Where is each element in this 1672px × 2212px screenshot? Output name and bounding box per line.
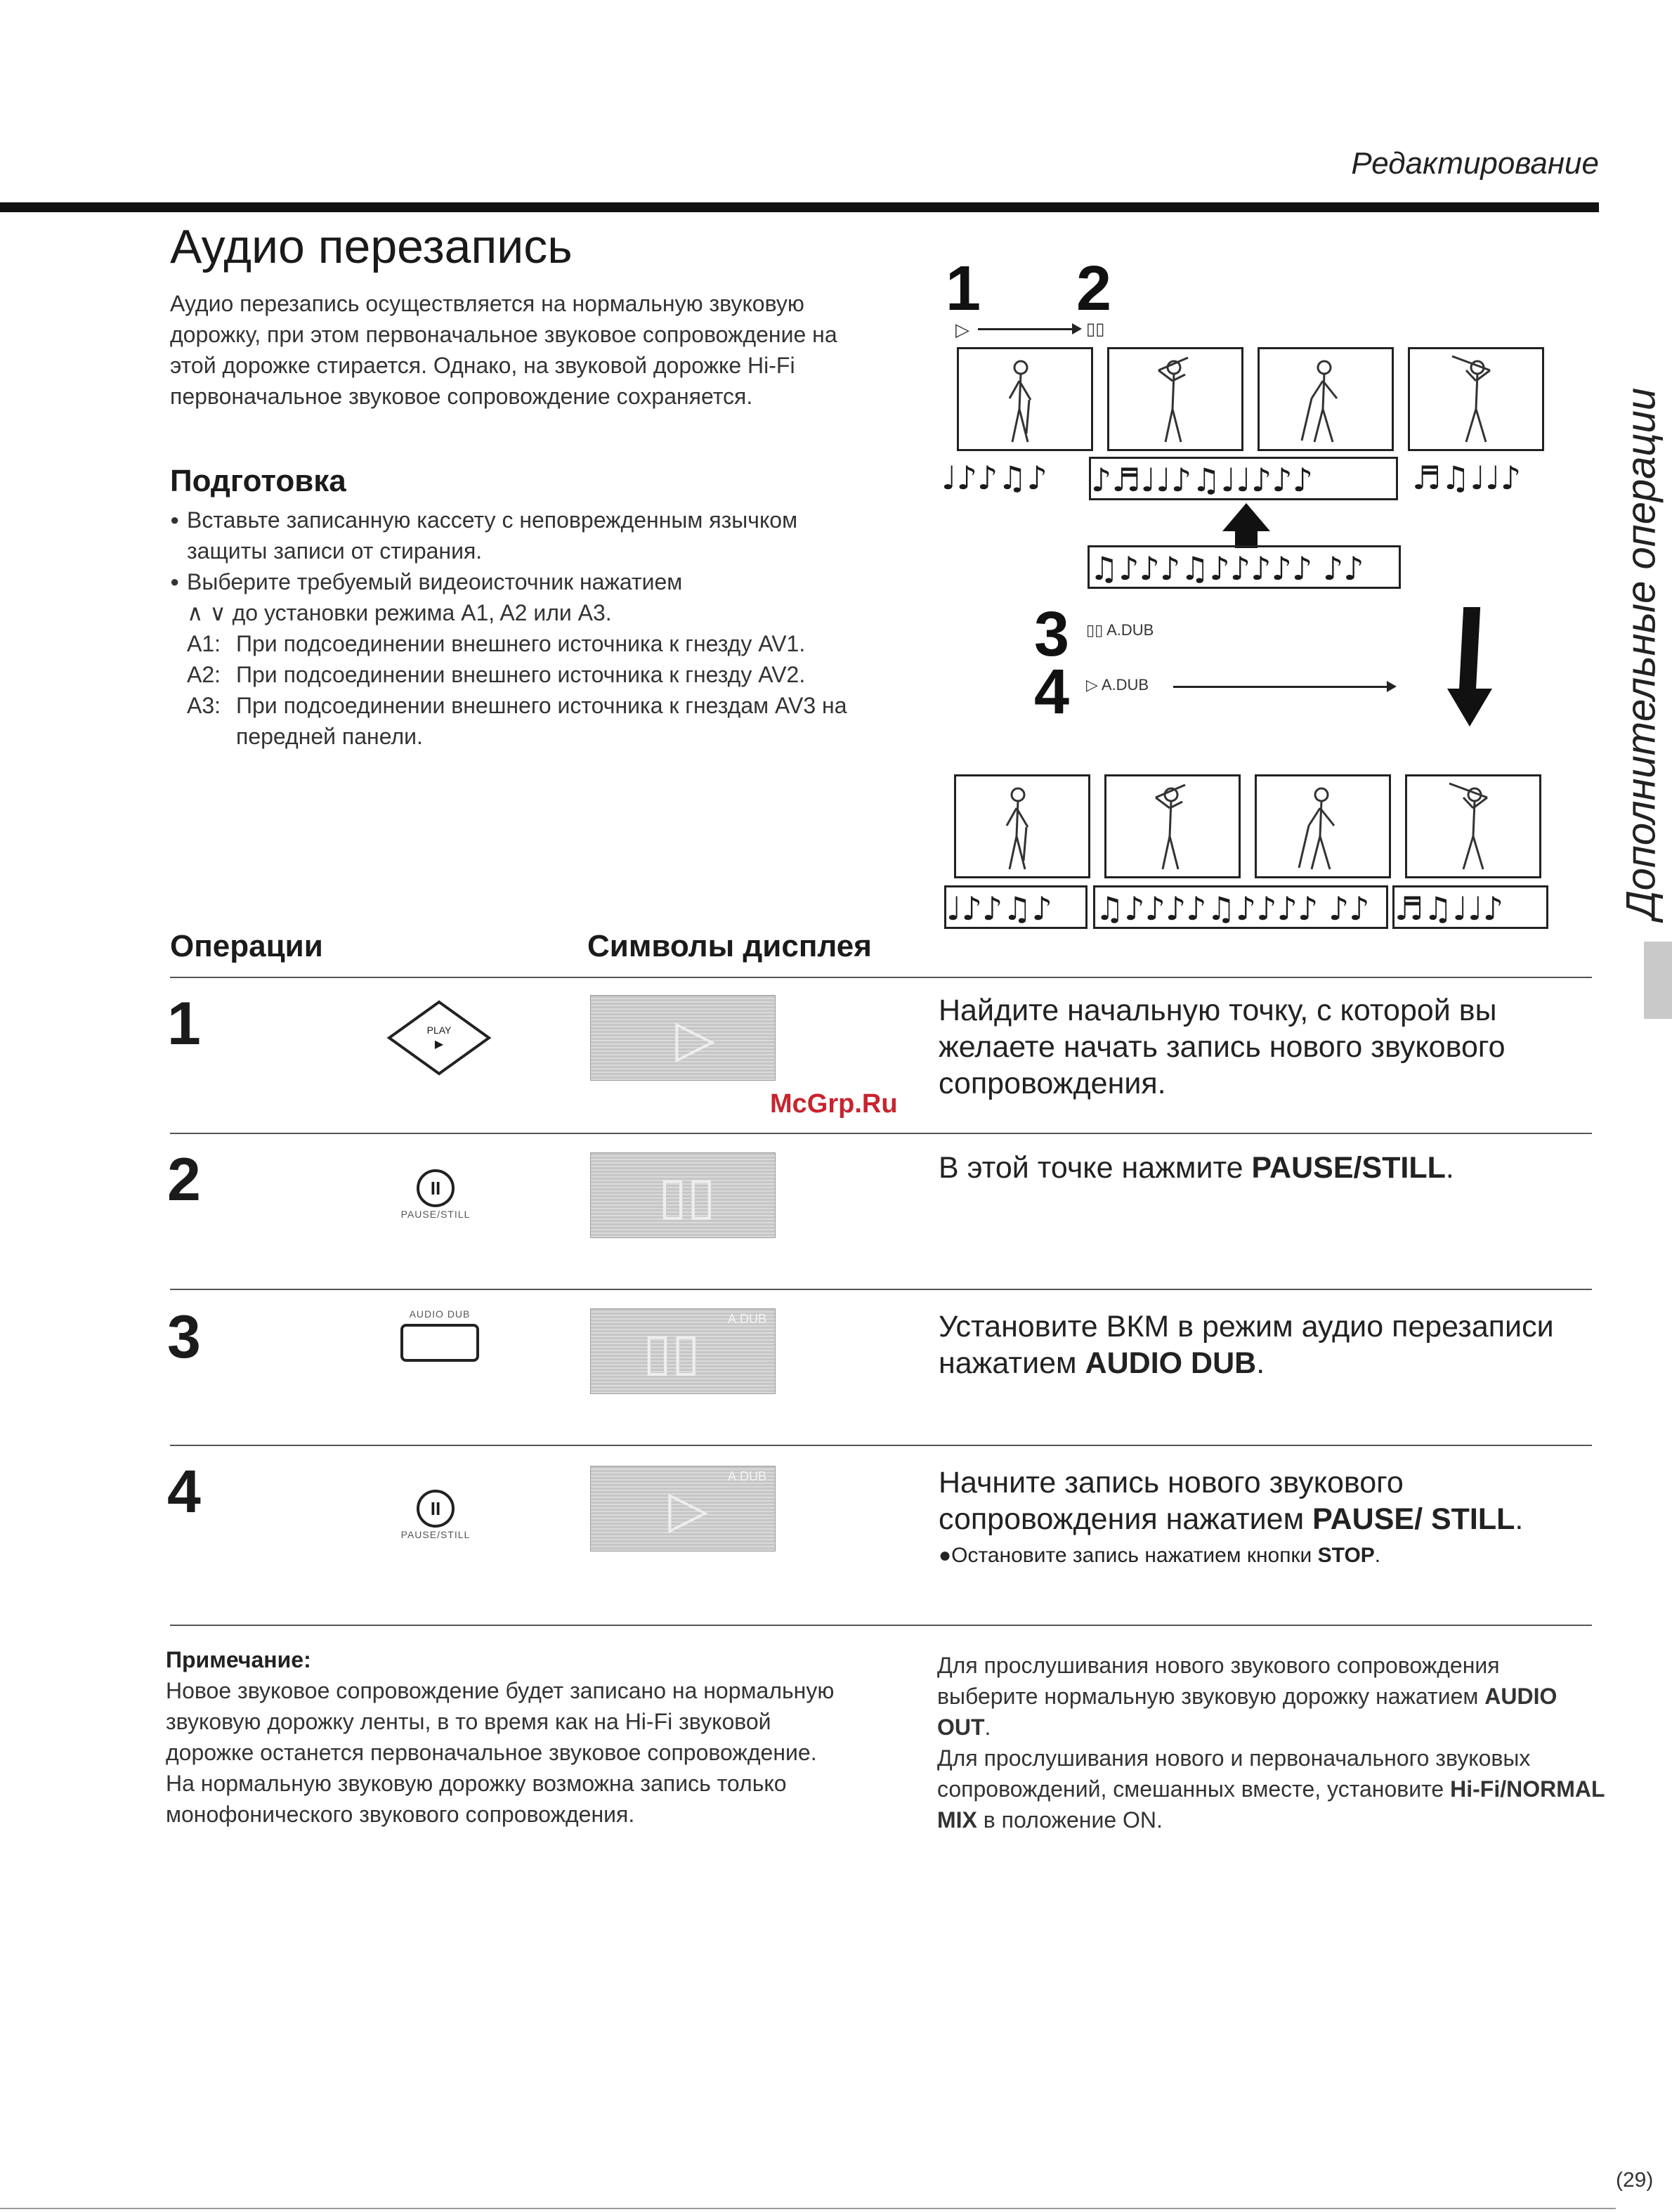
play-symbol-icon: ▷ xyxy=(955,319,969,340)
prep-a1-key: A1: xyxy=(187,631,221,656)
step-3-text-bold: AUDIO DUB xyxy=(1085,1346,1257,1380)
arrow-head-icon xyxy=(1072,323,1082,334)
adub-play-label: ▷ A.DUB xyxy=(1086,676,1149,694)
step-divider xyxy=(170,1289,1592,1290)
golfer-figure-icon xyxy=(1410,349,1542,449)
audio-dub-label: AUDIO DUB xyxy=(409,1308,471,1320)
golf-frame-7 xyxy=(1255,774,1391,878)
prep-list xyxy=(170,505,873,752)
prep-a3 xyxy=(170,690,873,752)
golfer-figure-icon xyxy=(959,349,1091,449)
operations-heading: Операции xyxy=(170,929,323,963)
step-4-text-post: . xyxy=(1515,1502,1524,1536)
prep-a3-key: A3: xyxy=(187,693,221,718)
result-audio-a: ♩♪♪♫♪ xyxy=(944,885,1088,929)
prep-heading: Подготовка xyxy=(170,464,346,498)
original-audio-c: ♬♫♩♩♪ xyxy=(1412,459,1522,497)
right-note-p1-pre: Для прослушивания нового звукового сопровождения выберите нормальную звуковую дорожку нажатием xyxy=(937,1653,1500,1709)
prep-bullet-1: ● Вставьте записанную кассету с неповрежденным язычком защиты записи от стирания. xyxy=(170,505,873,566)
up-arrow-icon xyxy=(1222,503,1270,531)
audio-dub-icon xyxy=(400,1324,479,1362)
diagram-step-3: 3 xyxy=(1034,599,1070,670)
step-4-note-bold: STOP xyxy=(1317,1544,1375,1567)
diagram-step-4: 4 xyxy=(1034,657,1070,727)
pause-still-label: PAUSE/STILL xyxy=(400,1529,471,1540)
page-title: Аудио перезапись xyxy=(170,220,573,273)
pause-still-button xyxy=(393,1169,478,1220)
audio-dub-button xyxy=(398,1308,482,1362)
display-step-1 xyxy=(590,995,776,1081)
display-play-glyph: ▷ xyxy=(668,1480,708,1538)
diagram-step-2: 2 xyxy=(1076,254,1112,324)
step-number: 4 xyxy=(167,1458,201,1525)
page-number: (29) xyxy=(1616,2168,1654,2192)
result-audio-c: ♬♫♩♩♪ xyxy=(1392,885,1548,929)
right-note-p2-post: в положение ON. xyxy=(977,1807,1163,1833)
pause-still-button-2 xyxy=(393,1490,478,1540)
step-4-note-post: . xyxy=(1374,1544,1381,1567)
result-audio-b: ♫♪♪♪♪♫♪♪♪♪ ♪♪ xyxy=(1093,885,1388,929)
step-4-main xyxy=(939,1464,1585,1537)
right-note-p2-bold: Hi-Fi/NORMAL MIX xyxy=(937,1776,1605,1833)
display-pause-glyph: ▯▯ xyxy=(658,1166,716,1225)
play-button xyxy=(386,999,492,1076)
right-note-p2 xyxy=(937,1743,1605,1835)
new-audio-strip: ♫♪♪♪♫♪♪♪♪♪ ♪♪ xyxy=(1088,545,1401,589)
step-4-text xyxy=(939,1464,1585,1570)
arrow-head-icon xyxy=(1387,681,1397,692)
golfer-figure-icon xyxy=(956,776,1088,876)
prep-a3-text: При подсоединении внешнего источника к гнездам AV3 на передней панели. xyxy=(236,693,847,749)
step-number: 2 xyxy=(167,1146,201,1214)
prep-a1 xyxy=(170,628,873,659)
display-pause-glyph: ▯▯ xyxy=(643,1322,700,1381)
golf-frame-5 xyxy=(954,774,1090,878)
original-audio-a: ♩♪♪♫♪ xyxy=(941,459,1048,497)
step-4-text-bold: PAUSE/ STILL xyxy=(1312,1502,1515,1536)
play-button-label: PLAY xyxy=(426,1024,452,1036)
step-3-text xyxy=(939,1308,1585,1381)
golfer-figure-icon xyxy=(1109,349,1241,449)
note-text: Новое звуковое сопровождение будет записано на нормальную звуковую дорожку ленты, в то время как на Hi-Fi звуковой дорожке останется первоначальное звуковое сопровождение. На нормальную звуковую дорожку возможна запись только монофонического звукового сопровождения. xyxy=(166,1678,835,1827)
step-4-note-pre: Остановите запись нажатием кнопки xyxy=(951,1544,1318,1567)
right-note-p1-post: . xyxy=(984,1715,991,1740)
original-audio-b: ♪♬♩♩♪♫♩♩♪♪♪ xyxy=(1089,457,1398,500)
footer-rule xyxy=(0,2208,1616,2209)
step-divider xyxy=(170,977,1592,978)
display-step-2 xyxy=(590,1152,776,1238)
step-2-text-pre: В этой точке нажмите xyxy=(939,1151,1252,1185)
display-step-4 xyxy=(590,1466,776,1551)
display-symbols-heading: Символы дисплея xyxy=(587,929,872,963)
adub-pause-label: ▯▯ A.DUB xyxy=(1086,621,1154,639)
right-note-p1 xyxy=(937,1650,1605,1743)
right-note-p1-bold: AUDIO OUT xyxy=(937,1684,1557,1740)
down-arrow-stem xyxy=(1459,607,1480,691)
golfer-figure-icon xyxy=(1260,349,1392,449)
side-section-label xyxy=(1613,365,1669,942)
step-4-text-pre: Начните запись нового звукового сопровождения нажатием xyxy=(939,1466,1404,1536)
side-tab-marker xyxy=(1644,942,1672,1019)
diagram-arrow-line-2 xyxy=(1173,686,1388,688)
diagram-arrow-line xyxy=(978,328,1075,330)
prep-a1-text: При подсоединении внешнего источника к гнезду AV1. xyxy=(236,631,806,656)
play-triangle-icon: ▶ xyxy=(434,1039,444,1050)
step-2-text xyxy=(939,1150,1585,1186)
prep-bullet-2: ● Выберите требуемый видеоисточник нажатием xyxy=(170,566,873,597)
step-divider xyxy=(170,1445,1592,1446)
diagram-step-1: 1 xyxy=(946,254,981,324)
golfer-figure-icon xyxy=(1407,776,1539,876)
pause-symbol-icon: ▯▯ xyxy=(1086,320,1105,339)
golf-frame-4 xyxy=(1408,347,1544,451)
prep-a2 xyxy=(170,659,873,690)
golf-frame-8 xyxy=(1405,774,1541,878)
golf-frame-3 xyxy=(1258,347,1394,451)
step-4-note: ●Остановите запись нажатием кнопки STOP. xyxy=(939,1544,1381,1567)
step-divider xyxy=(170,1625,1592,1626)
prep-bullet-2-cont: ∧ ∨ до установки режима A1, A2 или A3. xyxy=(187,600,612,625)
golfer-figure-icon xyxy=(1106,776,1239,876)
right-note-p2-pre: Для прослушивания нового и первоначального звуковых сопровождений, смешанных вместе, установите xyxy=(937,1745,1531,1802)
display-adub-tag: A.DUB xyxy=(727,1312,766,1326)
golf-frame-1 xyxy=(957,347,1093,451)
watermark: McGrp.Ru xyxy=(770,1089,898,1119)
pause-still-label: PAUSE/STILL xyxy=(400,1209,471,1220)
step-2-text-post: . xyxy=(1445,1151,1454,1185)
pause-icon: II xyxy=(417,1490,455,1528)
step-number: 1 xyxy=(167,990,201,1058)
intro-paragraph: Аудио перезапись осуществляется на нормальную звуковую дорожку, при этом первоначальное звуковое сопровождение на этой дорожке стирается. Однако, на звуковой дорожке Hi-Fi первоначальное звуковое сопровождение сохраняется. xyxy=(170,291,837,409)
note-heading: Примечание: xyxy=(166,1647,311,1672)
step-1-text: Найдите начальную точку, с которой вы желаете начать запись нового звукового сопровождения. xyxy=(939,994,1506,1100)
header-rule xyxy=(0,202,1599,212)
display-adub-tag: A.DUB xyxy=(727,1469,766,1483)
display-step-3 xyxy=(590,1308,776,1394)
pause-icon: II xyxy=(417,1169,455,1207)
step-2-text-bold: PAUSE/STILL xyxy=(1251,1151,1446,1185)
golf-frame-6 xyxy=(1104,774,1241,878)
step-divider xyxy=(170,1133,1592,1134)
down-arrow-icon xyxy=(1447,689,1492,727)
display-play-glyph: ▷ xyxy=(675,1009,715,1067)
step-3-text-pre: Установите ВКМ в режим аудио перезаписи нажатием xyxy=(939,1310,1554,1380)
step-number: 3 xyxy=(167,1303,201,1371)
section-title: Редактирование xyxy=(1351,146,1599,181)
step-3-text-post: . xyxy=(1256,1346,1265,1380)
prep-a2-text: При подсоединении внешнего источника к гнезду AV2. xyxy=(236,662,806,687)
golfer-figure-icon xyxy=(1257,776,1389,876)
golf-frame-2 xyxy=(1107,347,1243,451)
right-note-block xyxy=(937,1650,1605,1835)
prep-a2-key: A2: xyxy=(187,662,221,687)
note-block xyxy=(166,1644,840,1830)
side-section-text: Дополнительные операции xyxy=(1618,387,1664,920)
